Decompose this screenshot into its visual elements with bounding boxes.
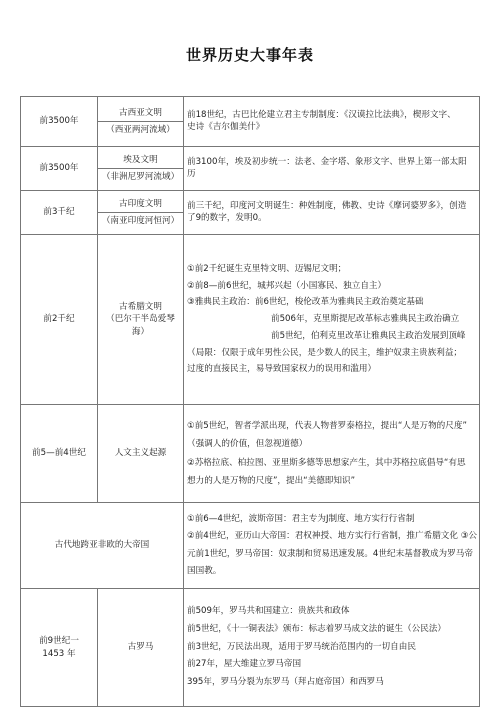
civilization-name: 埃及文明 — [123, 154, 158, 165]
civilization-name: 人文主义起源 — [114, 448, 167, 459]
civilization-name: 古罗马 — [127, 642, 154, 653]
description-line: 前5世纪，《十一铜表法》颁布：标志着罗马成文法的诞生（公民法） — [187, 624, 446, 635]
description-line: ②前8—前6世纪，城邦兴起（小国寡民、独立自主） — [187, 280, 387, 291]
description-cell — [184, 97, 480, 147]
civilization-cell — [98, 235, 184, 405]
description-cell — [184, 503, 480, 589]
table-row — [21, 589, 480, 707]
era-cell — [21, 589, 98, 707]
description-line: 395年，罗马分裂为东罗马（拜占庭帝国）和西罗马 — [187, 676, 384, 687]
civilization-cell — [98, 97, 184, 147]
description-cell — [184, 589, 480, 707]
era-cell: 前2千纪 — [21, 235, 98, 405]
civilization-name: 古印度文明 — [119, 198, 162, 209]
civilization-region: （非洲尼罗河流域） — [101, 172, 180, 182]
description-line: ③雅典民主政治：前6世纪，梭伦改革为雅典民主政治奠定基础 — [187, 297, 424, 308]
era-cell: 前3500年 — [21, 97, 98, 147]
era-end: 1453 年 — [42, 648, 76, 659]
civilization-cell — [98, 405, 184, 503]
description-line: 想力的人是万物的尺度”，提出“美德即知识” — [187, 475, 356, 486]
description-line: 过度的直接民主，易导致国家权力的误用和滥用） — [187, 364, 377, 375]
description-line: ①前5世纪，智者学派出现，代表人物普罗泰格拉，提出“人是万物的尺度” — [187, 421, 467, 432]
description-line: ①前2千纪诞生克里特文明、迈锡尼文明； — [187, 263, 347, 274]
table-row — [21, 191, 480, 235]
description-line: ②苏格拉底、柏拉图、亚里斯多德等思想家产生，其中苏格拉底倡导“有思 — [187, 457, 466, 468]
document-title: 世界历史大事年表 — [185, 46, 314, 64]
era-cell: 古代地跨亚非欧的大帝国 — [21, 503, 184, 589]
civilization-cell — [98, 147, 184, 191]
description-line: 前18世纪，古巴比伦建立君主专制制度：《汉谟拉比法典》，楔形文字、 — [187, 110, 456, 121]
description-line: （局限：仅限于成年男性公民，是少数人的民主，维护奴隶主贵族利益； — [187, 347, 463, 358]
civilization-cell — [98, 589, 184, 707]
cell-divider — [98, 212, 183, 213]
description-cell — [184, 235, 480, 405]
table-row — [21, 503, 480, 589]
description-line: 前506年，克里斯提尼改革标志雅典民主政治确立 — [271, 314, 460, 325]
era-cell: 前3500年 — [21, 147, 98, 191]
civilization-region: （巴尔干半岛爱琴海） — [106, 314, 175, 337]
table-row — [21, 235, 480, 405]
cell-divider — [98, 121, 183, 122]
description-cell — [184, 405, 480, 503]
description-cell — [184, 147, 480, 191]
description-line: ①前6—4世纪，波斯帝国：君主专为J制度、地方实行行省制 — [187, 514, 415, 525]
history-events-table — [20, 96, 480, 707]
civilization-name: 古希腊文明 — [119, 301, 162, 312]
table-row — [21, 405, 480, 503]
civilization-region: （南亚印度河恒河） — [101, 216, 180, 226]
table-row — [21, 147, 480, 191]
cell-divider — [98, 168, 183, 169]
description-line: 前3100年，埃及初步统一：法老、金字塔、象形文字、世界上第一部太阳 — [187, 157, 467, 168]
description-line: 前27年，屋大维建立罗马帝国 — [187, 659, 302, 670]
description-line: 前三千纪，印度河文明诞生：种姓制度，佛教、史诗《摩诃婆罗多》，创造 — [187, 201, 467, 212]
era-start: 前9世纪一 — [39, 636, 79, 647]
description-cell — [184, 191, 480, 235]
description-line: 前509年，罗马共和国建立：贵族共和政体 — [187, 606, 350, 617]
civilization-name: 古西亚文明 — [119, 107, 162, 118]
description-line: （强调人的价值，但忽视道德） — [187, 439, 308, 450]
civilization-region: （西亚两河流域） — [106, 125, 175, 135]
description-line: 前3世纪，万民法出现，适用于罗马统治范围内的一切自由民 — [187, 641, 416, 652]
description-line: 史诗《吉尔伽美什》 — [187, 121, 265, 132]
table-row — [21, 97, 480, 147]
description-line: 了9的数字，发明0。 — [187, 212, 267, 223]
era-cell: 前3千纪 — [21, 191, 98, 235]
civilization-cell — [98, 191, 184, 235]
description-line: 国国教。 — [187, 565, 222, 576]
description-line: ②前4世纪，亚历山大帝国：君权神授、地方实行行省制，推广希腊文化 ③公 — [187, 531, 478, 542]
description-line: 前5世纪，伯利克里改革让雅典民主政治发展到顶峰 — [271, 330, 466, 341]
description-line: 元前1世纪，罗马帝国：奴隶制和贸易迅速发展。4世纪末基督教成为罗马帝 — [187, 548, 473, 559]
era-cell: 前5—前4世纪 — [21, 405, 98, 503]
description-line: 历 — [187, 168, 196, 179]
